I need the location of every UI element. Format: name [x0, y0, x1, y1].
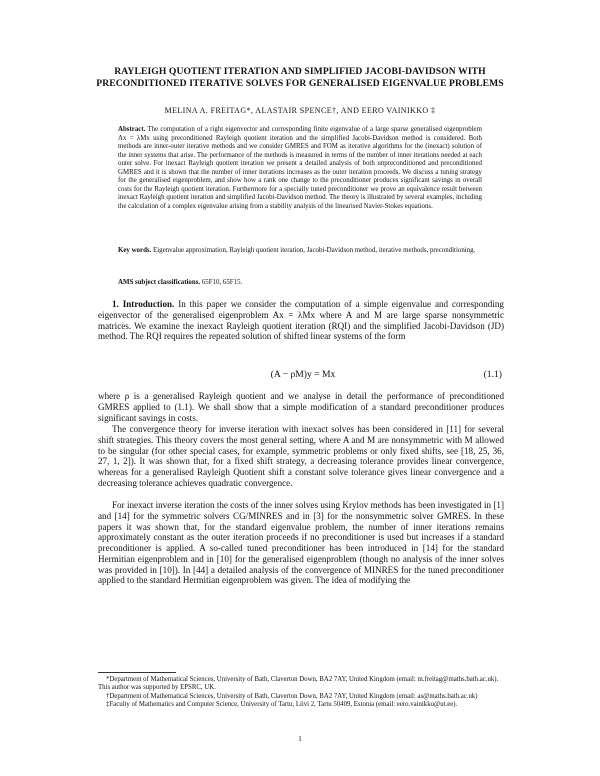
footnotes — [98, 676, 504, 710]
section-heading: 1. Introduction. — [112, 299, 175, 309]
equation-number: (1.1) — [483, 369, 502, 380]
intro-paragraph-3: The convergence theory for inverse iteration with inexact solves has been considered in [11] for several shift strategies. This theory covers the most general setting, where A and M are nonsymmetric with M allowed to be singular (for other special cases, for example, symmetric problems or only fixed shifts, see [18, 25, 36, 27, 1, 2]). It was shown that, for a fixed shift strategy, a decreasing tolerance provides linear convergence, whereas for a generalised Rayleigh Quotient shift a constant solve tolerance gives linear convergence and a decreasing tolerance achieves quadratic convergence. — [98, 424, 504, 488]
intro-paragraph-1 — [98, 299, 504, 342]
abstract — [118, 126, 482, 211]
intro-paragraph-2: where ρ is a generalised Rayleigh quotient and we analyse in detail the performance of preconditioned GMRES applied to (1.1). We shall show that a simple modification of a standard preconditioner produces significant savings in costs. — [98, 391, 504, 423]
abstract-text: The computation of a right eigenvector and corresponding finite eigenvalue of a large sparse generalised eigenproblem Ax = λMx using preconditioned Rayleigh quotient iteration and the simplified Jacobi-Davidson method is considered. Both methods are inner-outer iterative methods and we consider GMRES and FOM as iterative algorithms for the (inexact) solution of the inner systems that arise. The performance of the methods is measured in terms of the number of inner iterations needed at each outer solve. For inexact Rayleigh quotient iteration we present a detailed analysis of both unpreconditioned and preconditioned GMRES and it is shown that the number of inner iterations increases as the outer iteration proceeds. We discuss a tuning strategy for the generalised eigenproblem, and show how a rank one change to the preconditioner produces significant savings in overall costs for the Rayleigh quotient iteration. Furthermore for a specially tuned preconditioner we prove an equivalence result between inexact Rayleigh quotient iteration and simplified Jacobi-Davidson method. The theory is illustrated by several examples, including the calculation of a complex eigenvalue arising from a stability analysis of the linearised Navier-Stokes equations. — [118, 126, 482, 210]
equation-1-1 — [98, 369, 504, 381]
ams-classification — [118, 279, 482, 288]
abstract-label: Abstract. — [118, 126, 146, 133]
footnote-rule — [98, 672, 176, 673]
keywords-label: Key words. — [118, 247, 152, 254]
equation-body: (A − ρM)y = Mx — [270, 369, 336, 380]
footnote-1: *Department of Mathematical Sciences, University of Bath, Claverton Down, BA2 7AY, United Kingdom (email: m.freitag@maths.bath.ac.uk). This author was supported by EPSRC, UK. — [98, 676, 499, 692]
footnote-2: †Department of Mathematical Sciences, University of Bath, Claverton Down, BA2 7AY, United Kingdom (email: as@maths.bath.ac.uk) — [106, 692, 478, 700]
intro-p1-text: In this paper we consider the computation of a simple eigenvalue and corresponding eigenvector of the generalised eigenproblem Ax = λMx where A and M are large sparse nonsymmetric matrices. We examine the inexact Rayleigh quotient iteration (RQI) and the simplified Jacobi-Davidson (JD) method. The RQI requires the repeated solution of shifted linear systems of the form — [98, 299, 504, 342]
ams-text: 65F10, 65F15. — [201, 279, 243, 286]
keywords — [118, 247, 482, 256]
page-number: 1 — [298, 735, 302, 743]
author-list: MELINA A. FREITAG*, ALASTAIR SPENCE†, AND EERO VAINIKKO ‡ — [164, 106, 436, 115]
paper-title: RAYLEIGH QUOTIENT ITERATION AND SIMPLIFIED JACOBI-DAVIDSON WITH PRECONDITIONED ITERATIVE SOLVES FOR GENERALISED EIGENVALUE PROBLEMS — [96, 66, 504, 89]
footnote-3: ‡Faculty of Mathematics and Computer Science, University of Tartu, Liivi 2, Tartu 50409, Estonia (email: eero.vainikko@ut.ee). — [106, 701, 458, 709]
keywords-text: Eigenvalue approximation, Rayleigh quotient iteration, Jacobi-Davidson method, iterative methods, preconditioning. — [153, 247, 476, 254]
intro-paragraph-4: For inexact inverse iteration the costs of the inner solves using Krylov methods has been investigated in [1] and [14] for the symmetric solvers CG/MINRES and in [3] for the nonsymmetric solver GMRES. In these papers it was shown that, for the standard eigenvalue problem, the number of inner iterations remains approximately constant as the outer iteration proceeds if no preconditioner is used but increases if a standard preconditioner is applied. A so-called tuned preconditioner has been introduced in [14] for the standard Hermitian eigenproblem and in [10] for the generalised eigenproblem (though no analysis of the inner solves was provided in [10]). In [44] a detailed analysis of the convergence of MINRES for the tuned preconditioner applied to the standard Hermitian eigenproblem was given. The idea of modifying the — [98, 500, 504, 586]
ams-label: AMS subject classifications. — [118, 279, 201, 286]
